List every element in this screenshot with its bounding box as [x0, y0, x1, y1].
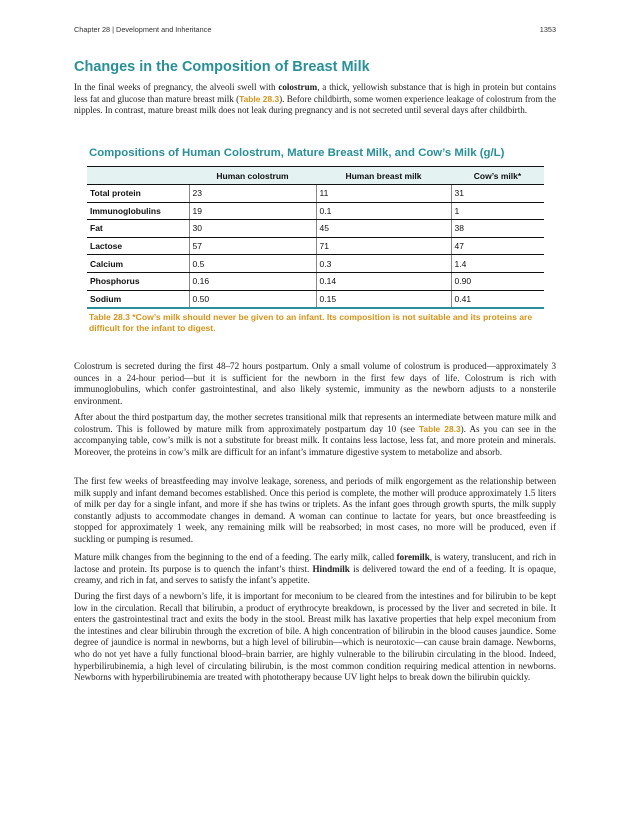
- column-header: Human breast milk: [316, 167, 451, 185]
- table-row: [87, 290, 544, 308]
- row-label: Lactose: [87, 237, 189, 255]
- table-cell: 0.16: [189, 272, 316, 290]
- p4-text-3: is delivered toward the end of a feeding. It is opaque, creamy, and rich in fat, and serves to satisfy the infant’s appetite.: [74, 563, 556, 586]
- table-row: [87, 185, 544, 203]
- column-header: Human colostrum: [189, 167, 316, 185]
- composition-table: [87, 166, 544, 309]
- table-reference-link[interactable]: Table 28.3: [418, 423, 461, 434]
- table-cell: 0.14: [316, 272, 451, 290]
- table-cell: 0.1: [316, 202, 451, 220]
- table-cell: 45: [316, 220, 451, 238]
- table-row: [87, 255, 544, 273]
- table-cell: 0.5: [189, 255, 316, 273]
- term-hindmilk: Hindmilk: [312, 563, 350, 574]
- column-header: [87, 167, 189, 185]
- paragraph-bilirubin: During the first days of a newborn’s life, it is important for meconium to be cleared from the intestines and for bilirubin to be kept low in the circulation. Recall that bilirubin, a product of erythrocyte breakdown, is processed by the liver and secreted in bile. It enters the gastrointestinal tract and exits the body in the stool. Breast milk has laxative properties that help expel meconium from the intestines and clear bilirubin through the excretion of bile. A high concentration of bilirubin in the blood causes jaundice. Some degree of jaundice is normal in newborns, but a high level of bilirubin—which is neurotoxic—can cause brain damage. Newborns, who do not yet have a fully functional blood–brain barrier, are highly vulnerable to the bilirubin circulating in the blood. Indeed, hyperbilirubinemia, a high level of circulating bilirubin, is the most common condition requiring medical attention in newborns. Newborns with hyperbilirubinemia are treated with phototherapy because UV light helps to break down the bilirubin quickly.: [74, 591, 556, 683]
- table-cell: 71: [316, 237, 451, 255]
- table-cell: 11: [316, 185, 451, 203]
- p2-text-1: After about the third postpartum day, the mother secretes transitional milk that represents an intermediate between mature milk and colostrum. This is followed by mature milk from approximately postpartum day 10 (see: [74, 412, 556, 434]
- table-cell: 57: [189, 237, 316, 255]
- table-cell: 47: [451, 237, 544, 255]
- table-cell: 0.41: [451, 290, 544, 308]
- row-label: Calcium: [87, 255, 189, 273]
- term-foremilk: foremilk: [396, 552, 430, 562]
- table-header-row: [87, 167, 544, 185]
- intro-paragraph: [74, 82, 556, 117]
- paragraph-foremilk-hindmilk: [74, 552, 556, 587]
- table-cell: 0.15: [316, 290, 451, 308]
- paragraph-colostrum: Colostrum is secreted during the first 48–72 hours postpartum. Only a small volume of colostrum is produced—approximately 3 ounces in a 24-hour period—but it is sufficient for the newborn in the first few days of life. Colostrum is rich with immunoglobulins, which confer gastrointestinal, and also likely systemic, immunity as the newborn adjusts to a nonsterile environment.: [74, 361, 556, 406]
- table-reference-link[interactable]: Table 28.3: [239, 93, 280, 104]
- row-label: Phosphorus: [87, 272, 189, 290]
- table-cell: 1: [451, 202, 544, 220]
- p2-text-2: ). As you can see in the accompanying table, cow’s milk is not a substitute for breast milk. It contains less lactose, less fat, and more protein and minerals. Moreover, the proteins in cow’s milk are difficult for an infant’s immature digestive system to metabolize and absorb.: [74, 423, 556, 457]
- term-colostrum: colostrum: [278, 82, 318, 92]
- intro-text-2: , a thick, yellowish substance that is high in protein but contains less fat and glucose than mature breast milk (: [74, 82, 556, 104]
- p4-text-2: , is watery, translucent, and rich in lactose and protein. Its purpose is to quench the infant’s thirst.: [74, 552, 556, 574]
- table-cell: 38: [451, 220, 544, 238]
- section-title: Changes in the Composition of Breast Milk: [74, 59, 370, 75]
- table-title: Compositions of Human Colostrum, Mature Breast Milk, and Cow’s Milk (g/L): [89, 147, 505, 159]
- table-cell: 0.50: [189, 290, 316, 308]
- row-label: Fat: [87, 220, 189, 238]
- column-header: Cow’s milk*: [451, 167, 544, 185]
- table-cell: 0.90: [451, 272, 544, 290]
- table-cell: 19: [189, 202, 316, 220]
- table-row: [87, 220, 544, 238]
- table-row: [87, 272, 544, 290]
- page-header: [74, 25, 556, 34]
- table-row: [87, 202, 544, 220]
- intro-text-1: In the final weeks of pregnancy, the alveoli swell with: [74, 82, 279, 92]
- p4-text-1: Mature milk changes from the beginning to the end of a feeding. The early milk, called: [74, 552, 397, 562]
- table-cell: 1.4: [451, 255, 544, 273]
- table-cell: 0.3: [316, 255, 451, 273]
- table-cell: 23: [189, 185, 316, 203]
- row-label: Sodium: [87, 290, 189, 308]
- intro-text-3: ). Before childbirth, some women experience leakage of colostrum from the nipples. In contrast, mature breast milk does not leak during pregnancy and is not secreted until several days after childbirth.: [74, 93, 556, 116]
- table-row: [87, 237, 544, 255]
- paragraph-breastfeeding: The first few weeks of breastfeeding may involve leakage, soreness, and periods of milk engorgement as the relationship between milk supply and infant demand becomes established. Once this period is complete, the mother will produce approximately 1.5 liters of milk per day for a single infant, and more if she has twins or triplets. As the infant goes through growth spurts, the milk supply constantly adjusts to accommodate changes in demand. A woman can continue to lactate for years, but once breastfeeding is stopped for approximately 1 week, any remaining milk will be reabsorbed; in most cases, no more will be produced, even if suckling or pumping is resumed.: [74, 476, 556, 544]
- table-cell: 31: [451, 185, 544, 203]
- table-caption: Table 28.3 *Cow’s milk should never be given to an infant. Its composition is not suitable and its proteins are difficult for the infant to digest.: [89, 312, 533, 334]
- chapter-title: Chapter 28 | Development and Inheritance: [74, 25, 212, 34]
- row-label: Total protein: [87, 185, 189, 203]
- table-cell: 30: [189, 220, 316, 238]
- page-number: 1353: [539, 25, 556, 34]
- row-label: Immunoglobulins: [87, 202, 189, 220]
- paragraph-transitional-milk: [74, 412, 556, 458]
